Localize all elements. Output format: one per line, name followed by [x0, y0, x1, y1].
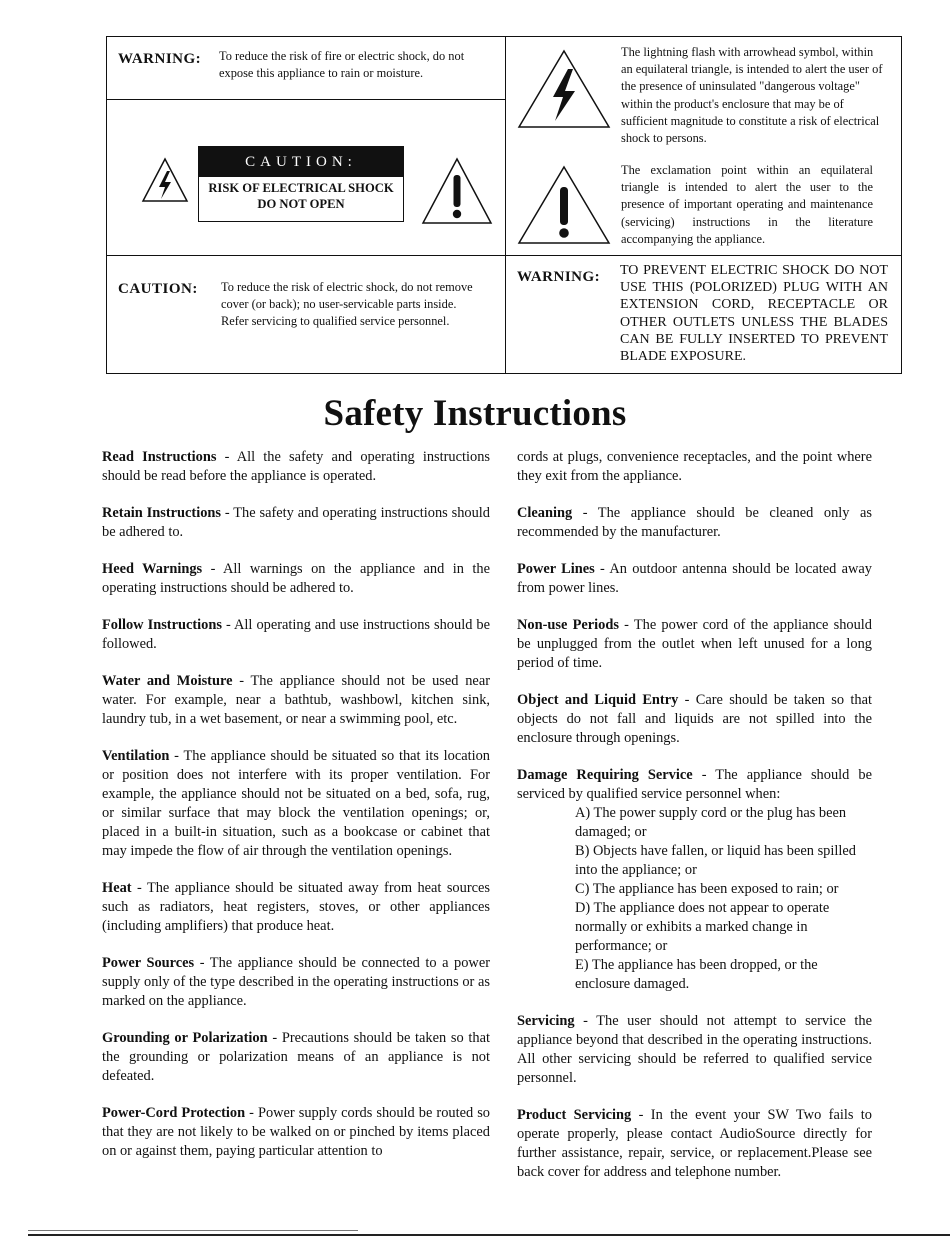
instruction-heading: Damage Requiring Service	[517, 767, 693, 783]
instruction-item	[102, 672, 490, 729]
instruction-heading: Power-Cord Protection	[102, 1105, 246, 1121]
instruction-heading: Ventilation	[102, 748, 170, 764]
instruction-item	[102, 747, 490, 861]
instruction-text: - The appliance should be situated so that its location or position does not interfere with its proper ventilation. For example, the appliance should not be situated on a bed, sofa, rug, or similar surface that may block the ventilation openings; or, placed in a built-in situation, such as a bookcase or cabinet that may impede the flow of air through the ventilation openings.	[102, 748, 490, 859]
exclamation-explanation: The exclamation point within an equilateral triangle is intended to alert the user to the presence of important operating and maintenance (servicing) instructions in the literature accompanying the appliance.	[621, 163, 873, 246]
service-condition-item: A) The power supply cord or the plug has been damaged; or	[575, 805, 847, 840]
polarized-plug-warning: TO PREVENT ELECTRIC SHOCK DO NOT USE THIS (POLORIZED) PLUG WITH AN EXTENSION CORD, RECEPTACLE OR OTHER OUTLETS UNLESS THE BLADES CAN BE FULLY INSERTED TO PREVENT BLADE EXPOSURE.	[620, 263, 888, 365]
exclamation-triangle-icon	[421, 157, 493, 225]
instruction-item	[517, 766, 872, 804]
service-condition-item: C) The appliance has been exposed to rain; or	[575, 881, 839, 897]
instruction-item	[517, 691, 872, 748]
instruction-heading: Grounding or Polarization	[102, 1030, 268, 1046]
warning-text: To reduce the risk of fire or electric shock, do not expose this appliance to rain or moisture.	[219, 49, 465, 81]
instruction-heading: Heed Warnings	[102, 561, 203, 577]
instruction-heading: Non-use Periods	[517, 617, 619, 633]
panel-divider	[107, 99, 505, 100]
instruction-text: - Care should be taken so that objects do not fall and liquids are not spilled into the enclosure through openings.	[517, 692, 872, 746]
instruction-text: - The appliance should be situated away from heat sources such as radiators, heat registers, stoves, or other appliances (including amplifiers) that produce heat.	[102, 880, 490, 934]
instruction-heading: Read Instructions	[102, 449, 217, 465]
instruction-text: - Precautions should be taken so that the grounding or polarization means of an appliance is not defeated.	[102, 1030, 490, 1084]
caution-sticker-line2: DO NOT OPEN	[257, 197, 345, 211]
instruction-heading: Cleaning	[517, 505, 573, 521]
instruction-item	[102, 616, 490, 654]
footer-rule	[28, 1230, 358, 1231]
page-title: Safety Instructions	[323, 393, 627, 434]
instruction-text: - The appliance should be connected to a power supply only of the type described in the operating instructions or as marked on the appliance.	[102, 955, 490, 1009]
instruction-item	[102, 879, 490, 936]
instruction-text: - The appliance should not be used near water. For example, near a bathtub, washbowl, kitchen sink, laundry tub, in a wet basement, or near a swimming pool, etc.	[102, 673, 490, 727]
caution-text: To reduce the risk of electric shock, do not remove cover (or back); no user-servicable parts inside. Refer servicing to qualified service personnel.	[221, 280, 473, 329]
instruction-item	[102, 1029, 490, 1086]
instructions-left-column	[102, 448, 490, 1161]
instruction-heading: Product Servicing	[517, 1107, 632, 1123]
instruction-item	[102, 954, 490, 1011]
instruction-heading: Object and Liquid Entry	[517, 692, 679, 708]
service-condition-item: B) Objects have fallen, or liquid has been spilled into the appliance; or	[575, 843, 856, 878]
warning-label: WARNING:	[517, 269, 601, 285]
caution-sticker	[198, 146, 404, 222]
instruction-text: - Power supply cords should be routed so that they are not likely to be walked on or pinched by items placed on or against them, paying particular attention to	[102, 1105, 490, 1159]
caution-label: CAUTION:	[118, 281, 198, 297]
lightning-explanation: The lightning flash with arrowhead symbol, within an equilateral triangle, is intended to alert the user of the presence of uninsulated "dangerous voltage" within the product's enclosure that may be of sufficient magnitude to constitute a risk of electrical shock to persons.	[621, 45, 883, 146]
instruction-text: - The power cord of the appliance should be unplugged from the outlet when left unused for a long period of time.	[517, 617, 872, 671]
instructions-right-column	[517, 448, 872, 1182]
continued-text: cords at plugs, convenience receptacles, and the point where they exit from the appliance.	[517, 449, 872, 484]
panel-divider	[505, 37, 506, 373]
service-condition-item: E) The appliance has been dropped, or the enclosure damaged.	[575, 957, 818, 992]
instruction-heading: Retain Instructions	[102, 505, 221, 521]
caution-sticker-line1: RISK OF ELECTRICAL SHOCK	[208, 181, 394, 195]
instruction-heading: Follow Instructions	[102, 617, 222, 633]
lightning-triangle-icon	[141, 157, 189, 203]
instruction-text: - The appliance should be cleaned only as recommended by the manufacturer.	[517, 505, 872, 540]
instruction-text: - The appliance should be serviced by qualified service personnel when:	[517, 767, 872, 802]
instruction-text: - All the safety and operating instructions should be read before the appliance is operated.	[102, 449, 490, 484]
warning-label: WARNING:	[118, 51, 202, 67]
lightning-triangle-icon	[517, 49, 611, 129]
instruction-text: - The safety and operating instructions should be adhered to.	[102, 505, 490, 540]
instruction-heading: Servicing	[517, 1013, 575, 1029]
instruction-heading: Water and Moisture	[102, 673, 233, 689]
instruction-item	[102, 448, 490, 486]
instruction-item	[517, 504, 872, 542]
instruction-item	[102, 1104, 490, 1161]
service-condition-item: D) The appliance does not appear to operate normally or exhibits a marked change in performance; or	[575, 900, 830, 954]
instruction-text: - All operating and use instructions should be followed.	[102, 617, 491, 652]
instruction-text: - All warnings on the appliance and in the operating instructions should be adhered to.	[102, 561, 490, 596]
exclamation-triangle-icon	[517, 165, 611, 245]
instruction-text: - An outdoor antenna should be located away from power lines.	[517, 561, 872, 596]
instruction-heading: Heat	[102, 880, 132, 896]
instruction-text: - The user should not attempt to service the appliance beyond that described in the operating instructions. All other servicing should be referred to qualified service personnel.	[517, 1013, 872, 1086]
caution-sticker-header: CAUTION:	[199, 147, 403, 177]
instruction-text: - In the event your SW Two fails to operate properly, please contact AudioSource directly for further assistance, repair, service, or replacement.Please see back cover for address and telephone number.	[517, 1107, 872, 1180]
instruction-item	[517, 1012, 872, 1088]
instruction-item	[102, 560, 490, 598]
safety-warning-panel	[106, 36, 902, 374]
instruction-heading: Power Lines	[517, 561, 595, 577]
instruction-item	[517, 1106, 872, 1182]
instruction-heading: Power Sources	[102, 955, 195, 971]
panel-divider	[107, 255, 901, 256]
instruction-item	[102, 504, 490, 542]
instruction-item	[517, 616, 872, 673]
instruction-item	[517, 560, 872, 598]
footer-rule	[28, 1234, 950, 1236]
